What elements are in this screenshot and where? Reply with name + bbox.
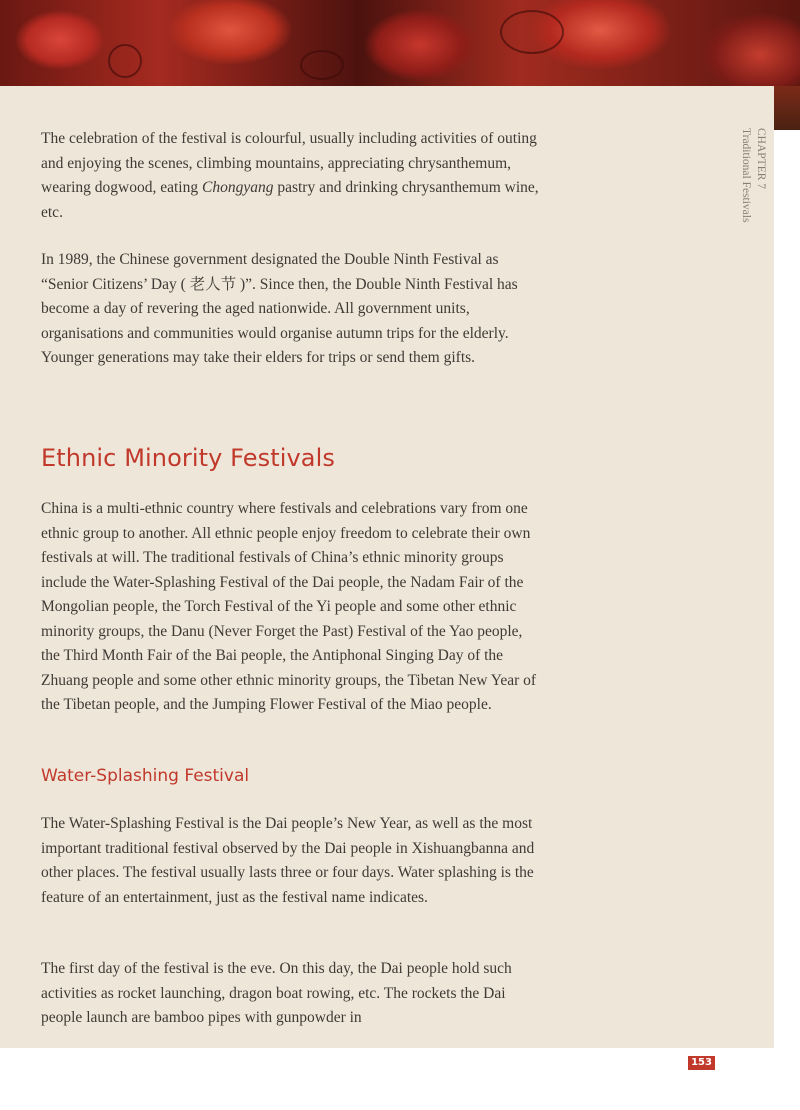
chapter-running-header: [738, 128, 768, 222]
chapter-number: CHAPTER 7: [755, 128, 767, 190]
paragraph-senior-citizens-day: In 1989, the Chinese government designated the Double Ninth Festival as “Senior Citizens’ Day ( 老人节 )”. Since then, the Double Ninth Festival has become a day of revering the aged nationwide. All government units, organisations and communities would organise autumn trips for the elderly. Younger generations may take their elders for trips or send them gifts.: [41, 251, 518, 366]
paragraph-water-splashing: The Water-Splashing Festival is the Dai people’s New Year, as well as the most important traditional festival observed by the Dai people in Xishuangbanna and other places. The festival usually lasts three or four days. Water splashing is the feature of an entertainment, just as the festival name indicates.: [41, 815, 535, 906]
page-number: 153: [688, 1056, 715, 1070]
subsection-heading: Water-Splashing Festival: [41, 766, 250, 786]
lantern-decoration: [500, 10, 564, 54]
italic-term: Chongyang: [202, 179, 274, 196]
paragraph-first-day: The first day of the festival is the eve. On this day, the Dai people hold such activities as rocket launching, dragon boat rowing, etc. The rockets the Dai people launch are bamboo pipes with gunpowder in: [41, 960, 512, 1026]
lantern-decoration: [300, 50, 344, 80]
paragraph-ethnic-festivals: China is a multi-ethnic country where festivals and celebrations vary from one ethnic group to another. All ethnic people enjoy freedom to celebrate their own festivals at will. The traditional festivals of China’s ethnic minority groups include the Water-Splashing Festival of the Dai people, the Nadam Fair of the Mongolian people, the Torch Festival of the Yi people and some other ethnic minority groups, the Danu (Never Forget the Past) Festival of the Yao people, the Third Month Fair of the Bai people, the Antiphonal Singing Day of the Zhuang people and some other ethnic minority groups, the Tibetan New Year of the Tibetan people, and the Jumping Flower Festival of the Miao people.: [41, 500, 537, 713]
paragraph-celebration: [41, 127, 541, 225]
lantern-photo-banner: [0, 0, 800, 86]
section-heading: Ethnic Minority Festivals: [41, 444, 335, 472]
banner-edge-decoration: [772, 86, 800, 130]
paragraph-text: pastry and drinking chrysanthemum wine, etc.: [41, 179, 539, 221]
chapter-title: Traditional Festivals: [740, 128, 752, 223]
paragraph-text: The celebration of the festival is colourful, usually including activities of outing and enjoying the scenes, climbing mountains, appreciating chrysanthemum, wearing dogwood, eating: [41, 130, 537, 196]
lantern-decoration: [108, 44, 142, 78]
